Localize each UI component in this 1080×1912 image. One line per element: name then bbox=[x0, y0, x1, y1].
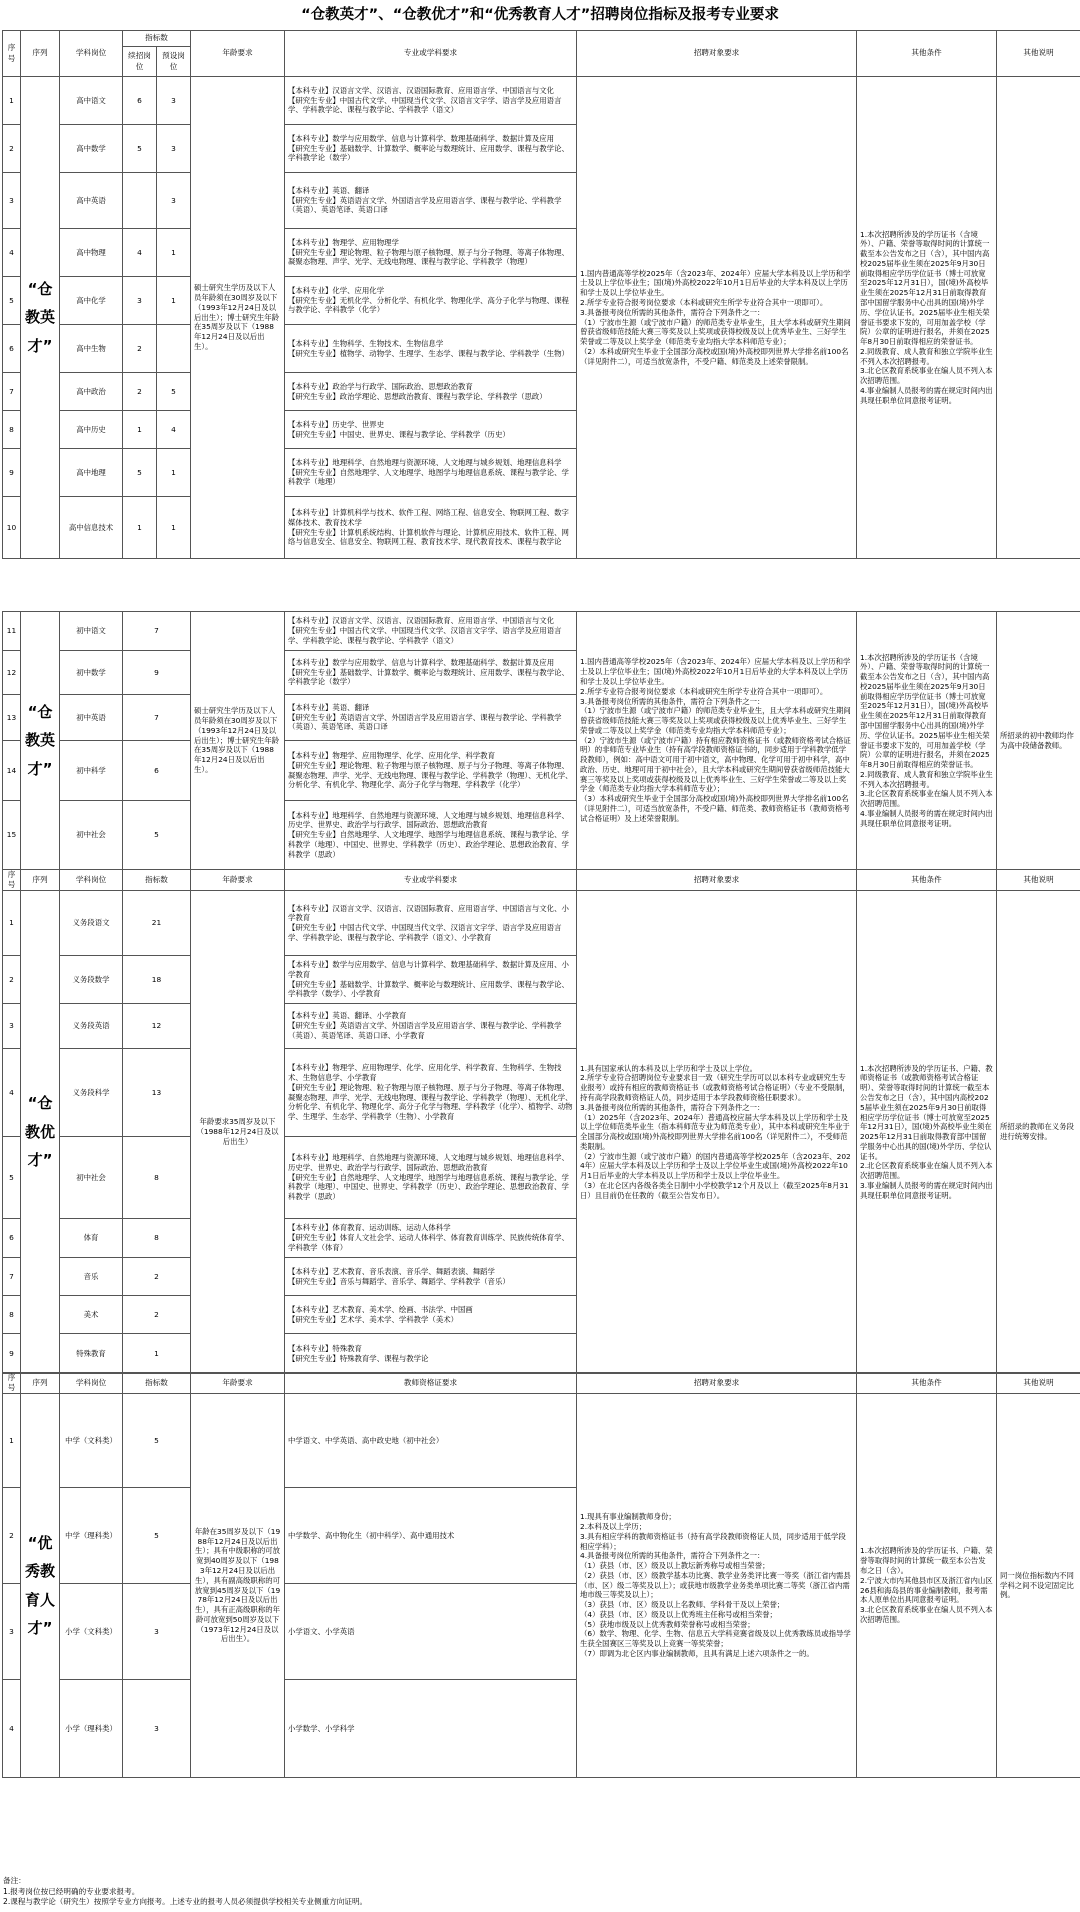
quota-continue: 1 bbox=[123, 411, 157, 449]
row-no: 4 bbox=[3, 1049, 21, 1137]
major-requirement: 【本科专业】英语、翻译 【研究生专业】英语语言文学、外国语言学及应用语言学、课程与教学论、学科教学（英语）、英语笔译、英语口译 bbox=[285, 695, 577, 741]
quota-preset: 1 bbox=[157, 497, 191, 559]
quota: 2 bbox=[123, 1296, 191, 1334]
other-notes: 同一岗位指标数内不同学科之间不设定固定比例。 bbox=[997, 1394, 1080, 1778]
col-quota: 指标数 bbox=[123, 870, 191, 891]
post-name: 小学（理科类） bbox=[60, 1680, 123, 1778]
header-row bbox=[3, 870, 1080, 891]
col-note: 其他说明 bbox=[997, 1373, 1080, 1394]
post-name: 特殊教育 bbox=[60, 1334, 123, 1374]
post-name: 义务段英语 bbox=[60, 1004, 123, 1049]
major-requirement: 【本科专业】物理学、应用物理学、化学、应用化学、科学教育 【研究生专业】理论物理、粒子物理与原子核物理、原子与分子物理、等离子体物理、凝聚态物理、声学、光学、无线电物理、课程与教学论、学科教学（物理）、无机化学、分析化学、有机化学、物理化学、高分子化学与物理、学科教学（化学） bbox=[285, 741, 577, 801]
post-name: 高中物理 bbox=[60, 229, 123, 277]
row-no: 7 bbox=[3, 373, 21, 411]
header-row bbox=[3, 1373, 1080, 1394]
quota-continue: 3 bbox=[123, 277, 157, 325]
age-requirement: 硕士研究生学历及以下人员年龄须在30周岁及以下（1993年12月24日及以后出生）；博士研究生年龄在35周岁及以下（1988年12月24日及以后出生）。 bbox=[191, 77, 285, 559]
col-note: 其他说明 bbox=[997, 870, 1080, 891]
note-line-2: 2.课程与教学论（研究生）按照学专业方向报考。上述专业的报考人员必须提供学校相关专业侧重方向证明。 bbox=[3, 1897, 368, 1907]
quota-preset: 1 bbox=[157, 277, 191, 325]
col-quota: 指标数 bbox=[123, 31, 191, 47]
col-series: 序列 bbox=[21, 1373, 60, 1394]
row-no: 14 bbox=[3, 741, 21, 801]
col-note: 其他说明 bbox=[997, 31, 1080, 77]
quota-preset: 1 bbox=[157, 229, 191, 277]
row-no: 8 bbox=[3, 1296, 21, 1334]
post-name: 义务段数学 bbox=[60, 956, 123, 1004]
row-no: 5 bbox=[3, 277, 21, 325]
post-name: 义务段科学 bbox=[60, 1049, 123, 1137]
post-name: 美术 bbox=[60, 1296, 123, 1334]
quota: 21 bbox=[123, 891, 191, 956]
quota: 18 bbox=[123, 956, 191, 1004]
post-name: 义务段语文 bbox=[60, 891, 123, 956]
age-requirement: 硕士研究生学历及以下人员年龄须在30周岁及以下（1993年12月24日及以后出生）；博士研究生年龄在35周岁及以下（1988年12月24日及以后出生）。 bbox=[191, 612, 285, 870]
major-requirement: 【本科专业】化学、应用化学 【研究生专业】无机化学、分析化学、有机化学、物理化学、高分子化学与物理、课程与教学论、学科教学（化学） bbox=[285, 277, 577, 325]
major-requirement: 【本科专业】汉语言文学、汉语言、汉语国际教育、应用语言学、中国语言与文化 【研究生专业】中国古代文学、中国现当代文学、汉语言文字学、语言学及应用语言学、学科教学论、课程与教学论、学科教学（语文） bbox=[285, 77, 577, 125]
major-requirement: 【本科专业】地理科学、自然地理与资源环境、人文地理与城乡规划、地理信息科学、历史学、世界史、政治学与行政学、国际政治、思想政治教育 【研究生专业】自然地理学、人文地理学、地图学与地理信息系统、课程与教学论、学科教学（地理）、中国史、世界史、学科教学（历史）、政治学理论、思想政治教育、学科教学（思政） bbox=[285, 801, 577, 870]
col-target: 招聘对象要求 bbox=[577, 31, 857, 77]
major-requirement: 【本科专业】英语、翻译、小学教育 【研究生专业】英语语言文学、外国语言学及应用语言学、课程与教学论、学科教学（英语）、英语笔译、英语口译、小学教育 bbox=[285, 1004, 577, 1049]
post-name: 小学（文科类） bbox=[60, 1584, 123, 1680]
post-name: 初中语文 bbox=[60, 612, 123, 651]
quota-continue: 5 bbox=[123, 125, 157, 173]
certificate-requirement: 小学语文、小学英语 bbox=[285, 1584, 577, 1680]
page-title: “仓教英才”、“仓教优才”和“优秀教育人才”招聘岗位指标及报考专业要求 bbox=[301, 7, 779, 23]
quota-continue: 2 bbox=[123, 373, 157, 411]
quota: 7 bbox=[123, 695, 191, 741]
header-row bbox=[3, 31, 1080, 47]
col-no: 序号 bbox=[3, 870, 21, 891]
major-requirement: 【本科专业】政治学与行政学、国际政治、思想政治教育 【研究生专业】政治学理论、思想政治教育、课程与教学论、学科教学（思政） bbox=[285, 373, 577, 411]
major-requirement: 【本科专业】体育教育、运动训练、运动人体科学 【研究生专业】体育人文社会学、运动人体科学、体育教育训练学、民族传统体育学、学科教学（体育） bbox=[285, 1219, 577, 1258]
target-requirement: 1.具有国家承认的本科及以上学历和学士及以上学位。 2.所学专业符合招聘岗位专业要求目一致（研究生学历可以以本科专业或研究生专业报考）或持有相应的教师资格证书（或教师资格考试合格证明）（专业不受限制，持有高学段教师资格证人员，同步适用于本学段教师资格任职要求）。 3.具备报考岗位所需的其他条件，需符合下列条件之一： （1）2025年（含2023年、2024年）普通高校应届大学本科及以上学历和学士及以上学位师范类毕业生（指本科师范专业为师范类专业），其中本科或研究生毕业于全国部分高校或国(境)外高校即列世界大学排名前100名（详见附件二），不受师范类限制。 （2）宁波市生源（或宁波市户籍）的国内普通高等学校2025年（含2023年、2024年）应届大学本科及以上学历和学士及以上学位毕业生或国(境)外高校2022年10月1日后毕业的大学本科及以上学历和学士及以上学位毕业生。 （3）在北仑区内各级各类全日制中小学校教学12个月及以上（截至2025年8月31日）且目前仍在任教的（截至公告发布日）。 bbox=[577, 891, 857, 1374]
quota: 12 bbox=[123, 1004, 191, 1049]
series-label: “仓教英才” bbox=[21, 77, 60, 559]
major-requirement: 【本科专业】汉语言文学、汉语言、汉语国际教育、应用语言学、中国语言与文化 【研究生专业】中国古代文学、中国现当代文学、汉语言文字学、语言学及应用语言学、学科教学论、课程与教学论、学科教学（语文） bbox=[285, 612, 577, 651]
age-requirement: 年龄要求35周岁及以下（1988年12月24日及以后出生） bbox=[191, 891, 285, 1374]
series-label: “优秀教育人才” bbox=[21, 1394, 60, 1778]
major-requirement: 【本科专业】生物科学、生物技术、生物信息学 【研究生专业】植物学、动物学、生理学、生态学、课程与教学论、学科教学（生物） bbox=[285, 325, 577, 373]
quota: 7 bbox=[123, 612, 191, 651]
col-age: 年龄要求 bbox=[191, 31, 285, 77]
other-conditions: 1.本次招聘所涉及的学历证书（含境外）、户籍、荣誉等取得时间的计算统一截至本公告发布之日（含），其中国内高校2025届毕业生须在2025年9月30日前取得相应学历学位证书（博士可放宽至2025年12月31日），国(境)外高校毕业生须在2025年12月31日前取得教育部中国留学服务中心出具的国(境)外学历、学位认证书。2025届毕业生相关荣誉证书要求下发的，可用加盖学校（学院）公章的证明进行报名，并须在2025年8月30日前取得相应的荣誉证书。 2.同级教育、成人教育和独立学院毕业生不列入本次招聘报考。 3.北仑区教育系统事业在编人员不列入本次招聘范围。 4.事业编制人员报考的需在规定时间内出具现任职单位同意报考证明。 bbox=[857, 612, 997, 870]
major-requirement: 【本科专业】英语、翻译 【研究生专业】英语语言文学、外国语言学及应用语言学、课程与教学论、学科教学（英语）、英语笔译、英语口译 bbox=[285, 173, 577, 229]
quota: 13 bbox=[123, 1049, 191, 1137]
post-name: 初中科学 bbox=[60, 741, 123, 801]
post-name: 高中语文 bbox=[60, 77, 123, 125]
quota: 5 bbox=[123, 801, 191, 870]
table-row bbox=[3, 1394, 1080, 1488]
quota-continue: 2 bbox=[123, 325, 157, 373]
row-no: 1 bbox=[3, 891, 21, 956]
table-cangjiao-yingcai-chuzhong bbox=[2, 611, 1080, 870]
col-other: 其他条件 bbox=[857, 1373, 997, 1394]
other-notes: 所招录的初中教师均作为高中段储备教师。 bbox=[997, 612, 1080, 870]
col-series: 序列 bbox=[21, 870, 60, 891]
post-name: 高中化学 bbox=[60, 277, 123, 325]
quota-continue: 4 bbox=[123, 229, 157, 277]
quota-continue bbox=[123, 173, 157, 229]
row-no: 15 bbox=[3, 801, 21, 870]
post-name: 初中社会 bbox=[60, 801, 123, 870]
post-name: 高中生物 bbox=[60, 325, 123, 373]
post-name: 高中政治 bbox=[60, 373, 123, 411]
target-requirement: 1.国内普通高等学校2025年（含2023年、2024年）应届大学本科及以上学历和学士及以上学位毕业生；国(境)外高校2022年10月1日后毕业的大学本科及以上学历和学士及以上学位毕业生。 2.所学专业符合报考岗位要求（本科或研究生所学专业符合其中一项即可）。 3.具备报考岗位所需的其他条件，需符合下列条件之一： （1）宁波市生源（或宁波市户籍）的师范类专业毕业生，且大学本科或研究生期间曾获省级师范技能大赛三等奖及以上奖项或获得校级及以上优秀毕业生、三好学生荣誉或二等及以上奖学金（师范类专业均指大学本科师范专业）； （2）本科或研究生毕业于全国部分高校或国(境)外高校即列世界大学排名前100名（详见附件二），可适当放宽条件，不受户籍、师范类及上述荣誉限制。 bbox=[577, 77, 857, 559]
table-row bbox=[3, 77, 1080, 125]
post-name: 高中数学 bbox=[60, 125, 123, 173]
post-name: 高中英语 bbox=[60, 173, 123, 229]
major-requirement: 【本科专业】地理科学、自然地理与资源环境、人文地理与城乡规划、地理信息科学、历史学、世界史、政治学与行政学、国际政治、思想政治教育 【研究生专业】自然地理学、人文地理学、地图学与地理信息系统、课程与教学论、学科教学（地理）、中国史、世界史、学科教学（历史）、政治学理论、思想政治教育、学科教学（思政） bbox=[285, 1137, 577, 1219]
row-no: 11 bbox=[3, 612, 21, 651]
row-no: 4 bbox=[3, 229, 21, 277]
row-no: 2 bbox=[3, 125, 21, 173]
major-requirement: 【本科专业】艺术教育、音乐表演、音乐学、舞蹈表演、舞蹈学 【研究生专业】音乐与舞蹈学、音乐学、舞蹈学、学科教学（音乐） bbox=[285, 1258, 577, 1296]
row-no: 3 bbox=[3, 173, 21, 229]
major-requirement: 【本科专业】特殊教育 【研究生专业】特殊教育学、课程与教学论 bbox=[285, 1334, 577, 1374]
col-target: 招聘对象要求 bbox=[577, 870, 857, 891]
col-quota-preset: 预设岗位 bbox=[157, 47, 191, 77]
row-no: 9 bbox=[3, 1334, 21, 1374]
row-no: 13 bbox=[3, 695, 21, 741]
quota: 2 bbox=[123, 1258, 191, 1296]
col-post: 学科岗位 bbox=[60, 1373, 123, 1394]
col-age: 年龄要求 bbox=[191, 1373, 285, 1394]
quota-preset bbox=[157, 325, 191, 373]
quota-continue: 5 bbox=[123, 449, 157, 497]
row-no: 9 bbox=[3, 449, 21, 497]
col-major: 教师资格证要求 bbox=[285, 1373, 577, 1394]
quota-preset: 1 bbox=[157, 449, 191, 497]
post-name: 高中历史 bbox=[60, 411, 123, 449]
other-notes: 所招录的教师在义务段进行统筹安排。 bbox=[997, 891, 1080, 1374]
quota: 6 bbox=[123, 741, 191, 801]
row-no: 12 bbox=[3, 651, 21, 695]
target-requirement: 1.现具有事业编制教师身份； 2.本科及以上学历； 3.具有相应学科的教师资格证书（持有高学段教师资格证人员，同步适用于低学段相应学科）； 4.具备报考岗位所需的其他条件，需符合下列条件之一： （1）获县（市、区）级及以上教坛新秀称号或相当荣誉； （2）获县（市、区）级教学基本功比赛、教学业务类评比赛一等奖（浙江省内需县（市、区）级二等奖及以上）；或获地市级教学业务类单项比赛二等奖（浙江省内需地市级三等奖及以上）； （3）获县（市、区）级及以上名教师、学科骨干及以上荣誉； （4）获县（市、区）级及以上优秀班主任称号或相当荣誉； （5）获地市级及以上优秀教师荣誉称号或相当荣誉； （6）数学、物理、化学、生物、信息五大学科竞赛省级及以上优秀教练员或指导学生获全国赛区三等奖及以上竞赛一等奖荣誉； （7）即调为北仑区内事业编制教师，且具有满足上述六项条件之一的。 bbox=[577, 1394, 857, 1778]
major-requirement: 【本科专业】地理科学、自然地理与资源环境、人文地理与城乡规划、地理信息科学 【研究生专业】自然地理学、人文地理学、地图学与地理信息系统、课程与教学论、学科教学（地理） bbox=[285, 449, 577, 497]
post-name: 中学（理科类） bbox=[60, 1488, 123, 1584]
major-requirement: 【本科专业】物理学、应用物理学、化学、应用化学、科学教育、生物科学、生物技术、生物信息学、小学教育 【研究生专业】理论物理、粒子物理与原子核物理、原子与分子物理、等离子体物理、凝聚态物理、声学、光学、无线电物理、课程与教学论、学科教学（物理）、无机化学、分析化学、有机化学、物理化学、高分子化学与物理、学科教学（化学）、植物学、动物学、生理学、生态学、学科教学（生物）、小学教育 bbox=[285, 1049, 577, 1137]
col-series: 序列 bbox=[21, 31, 60, 77]
footnotes bbox=[3, 1876, 1079, 1908]
other-conditions: 1.本次招聘所涉及的学历证书（含境外）、户籍、荣誉等取得时间的计算统一截至本公告发布之日（含），其中国内高校2025届毕业生须在2025年9月30日前取得相应学历学位证书（博士可放宽至2025年12月31日），国(境)外高校毕业生须在2025年12月31日前取得教育部中国留学服务中心出具的国(境)外学历、学位认证书。2025届毕业生相关荣誉证书要求下发的，可用加盖学校（学院）公章的证明进行报名，并须在2025年8月30日前取得相应的荣誉证书。 2.同级教育、成人教育和独立学院毕业生不列入本次招聘报考。 3.北仑区教育系统事业在编人员不列入本次招聘范围。 4.事业编制人员报考的需在规定时间内出具现任职单位同意报考证明。 bbox=[857, 77, 997, 559]
col-major: 专业或学科要求 bbox=[285, 31, 577, 77]
other-conditions: 1.本次招聘所涉及的学历证书、户籍、荣誉等取得时间的计算统一截至本公告发布之日（含）。 2.宁波大市内其他县市区及浙江省内山区26县和海岛县的事业编制教师，报考需本人原单位出具同意报考证明。 3.北仑区教育系统事业在编人员不列入本次招聘范围。 bbox=[857, 1394, 997, 1778]
certificate-requirement: 中学数学、高中物化生（初中科学）、高中通用技术 bbox=[285, 1488, 577, 1584]
row-no: 8 bbox=[3, 411, 21, 449]
table-row bbox=[3, 891, 1080, 956]
series-label: “仓教英才” bbox=[21, 612, 60, 870]
other-notes bbox=[997, 77, 1080, 559]
col-age: 年龄要求 bbox=[191, 870, 285, 891]
row-no: 2 bbox=[3, 956, 21, 1004]
quota: 3 bbox=[123, 1584, 191, 1680]
col-quota: 指标数 bbox=[123, 1373, 191, 1394]
quota: 5 bbox=[123, 1488, 191, 1584]
col-major: 专业或学科要求 bbox=[285, 870, 577, 891]
row-no: 5 bbox=[3, 1137, 21, 1219]
quota: 3 bbox=[123, 1680, 191, 1778]
row-no: 10 bbox=[3, 497, 21, 559]
table-row bbox=[3, 612, 1080, 651]
major-requirement: 【本科专业】数学与应用数学、信息与计算科学、数理基础科学、数据计算及应用、小学教育 【研究生专业】基础数学、计算数学、概率论与数理统计、应用数学、课程与教学论、学科教学（数学）、小学教育 bbox=[285, 956, 577, 1004]
quota-preset: 3 bbox=[157, 77, 191, 125]
col-other: 其他条件 bbox=[857, 31, 997, 77]
col-no: 序号 bbox=[3, 31, 21, 77]
quota-continue: 6 bbox=[123, 77, 157, 125]
post-name: 高中地理 bbox=[60, 449, 123, 497]
major-requirement: 【本科专业】历史学、世界史 【研究生专业】中国史、世界史、课程与教学论、学科教学（历史） bbox=[285, 411, 577, 449]
age-requirement: 年龄在35周岁及以下（1988年12月24日及以后出生）；具有中级职称的可放宽到40周岁及以下（1983年12月24日及以后出生），具有副高级职称的可放宽到45周岁及以下（1978年12月24日及以后出生），具有正高级职称的年龄可放宽到50周岁及以下（1973年12月24日及以后出生）。 bbox=[191, 1394, 285, 1778]
post-name: 音乐 bbox=[60, 1258, 123, 1296]
col-post: 学科岗位 bbox=[60, 870, 123, 891]
row-no: 4 bbox=[3, 1680, 21, 1778]
row-no: 1 bbox=[3, 1394, 21, 1488]
quota-preset: 4 bbox=[157, 411, 191, 449]
row-no: 7 bbox=[3, 1258, 21, 1296]
major-requirement: 【本科专业】物理学、应用物理学 【研究生专业】理论物理、粒子物理与原子核物理、原子与分子物理、等离子体物理、凝聚态物理、声学、光学、无线电物理、课程与教学论、学科教学（物理） bbox=[285, 229, 577, 277]
quota-preset: 3 bbox=[157, 173, 191, 229]
table-cangjiao-youcai bbox=[2, 869, 1080, 1374]
post-name: 初中社会 bbox=[60, 1137, 123, 1219]
certificate-requirement: 小学数学、小学科学 bbox=[285, 1680, 577, 1778]
post-name: 初中英语 bbox=[60, 695, 123, 741]
post-name: 体育 bbox=[60, 1219, 123, 1258]
major-requirement: 【本科专业】汉语言文学、汉语言、汉语国际教育、应用语言学、中国语言与文化、小学教育 【研究生专业】中国古代文学、中国现当代文学、汉语言文字学、语言学及应用语言学、学科教学论、课程与教学论、学科教学（语文）、小学教育 bbox=[285, 891, 577, 956]
col-target: 招聘对象要求 bbox=[577, 1373, 857, 1394]
quota: 1 bbox=[123, 1334, 191, 1374]
table-cangjiao-yingcai-gaozhong bbox=[2, 30, 1080, 559]
quota-preset: 3 bbox=[157, 125, 191, 173]
post-name: 初中数学 bbox=[60, 651, 123, 695]
major-requirement: 【本科专业】数学与应用数学、信息与计算科学、数理基础科学、数据计算及应用 【研究生专业】基础数学、计算数学、概率论与数理统计、应用数学、课程与教学论、学科教学论（数学） bbox=[285, 125, 577, 173]
quota-continue: 1 bbox=[123, 497, 157, 559]
table-youxiu-jiaoyu-rencai bbox=[2, 1372, 1080, 1778]
row-no: 3 bbox=[3, 1584, 21, 1680]
row-no: 1 bbox=[3, 77, 21, 125]
quota: 5 bbox=[123, 1394, 191, 1488]
other-conditions: 1.本次招聘所涉及的学历证书、户籍、教师资格证书（或教师资格考试合格证明）、荣誉等取得时间的计算统一截至本公告发布之日（含），其中国内高校2025届毕业生须在2025年9月30日前取得相应学历学位证书（博士可放宽至2025年12月31日），国(境)外高校毕业生须在2025年12月31日前取得教育部中国留学服务中心出具的国(境)外学历、学位认证书。 2.北仑区教育系统事业在编人员不列入本次招聘范围。 3.事业编制人员报考的需在规定时间内出具现任职单位同意报考证明。 bbox=[857, 891, 997, 1374]
quota: 9 bbox=[123, 651, 191, 695]
col-no: 序号 bbox=[3, 1373, 21, 1394]
row-no: 2 bbox=[3, 1488, 21, 1584]
quota: 8 bbox=[123, 1137, 191, 1219]
target-requirement: 1.国内普通高等学校2025年（含2023年、2024年）应届大学本科及以上学历和学士及以上学位毕业生；国(境)外高校2022年10月1日后毕业的大学本科及以上学历和学士及以上学位毕业生。 2.所学专业符合报考岗位要求（本科或研究生所学专业符合其中一项即可）。 3.具备报考岗位所需的其他条件，需符合下列条件之一： （1）宁波市生源（或宁波市户籍）的师范类专业毕业生，且大学本科或研究生期间曾获省级师范技能大赛三等奖及以上奖项或获得校级及以上优秀毕业生、三好学生荣誉或二等及以上奖学金（师范类专业均指大学本科师范专业）； （2）宁波市生源（或宁波市户籍）持有相应教师资格证书（或教师资格考试合格证明）的非师范专业毕业生（持有高学段教师资格证书的，同步适用于学科教学低学段教师），例如：高中语文可用于初中语文，高中物理、化学可用于初中科学，高中政治、历史、地理可用于初中社会），且大学本科或研究生期间曾获省级师范技能大赛三等奖及以上奖项或获得校级及以上优秀毕业生、三好学生荣誉或二等及以上奖学金（师范类专业均指大学本科师范专业）； （3）本科或研究生毕业于全国部分高校或国(境)外高校即列世界大学排名前100名（详见附件二），可适当放宽条件，不受户籍、师范类、教师资格证书（教师资格考试合格证明）及上述荣誉限制。 bbox=[577, 612, 857, 870]
series-label: “仓教优才” bbox=[21, 891, 60, 1374]
post-name: 高中信息技术 bbox=[60, 497, 123, 559]
row-no: 6 bbox=[3, 1219, 21, 1258]
notes-heading: 备注： bbox=[3, 1876, 26, 1885]
col-quota-continue: 续招岗位 bbox=[123, 47, 157, 77]
row-no: 6 bbox=[3, 325, 21, 373]
row-no: 3 bbox=[3, 1004, 21, 1049]
col-post: 学科岗位 bbox=[60, 31, 123, 77]
major-requirement: 【本科专业】艺术教育、美术学、绘画、书法学、中国画 【研究生专业】艺术学、美术学、学科教学（美术） bbox=[285, 1296, 577, 1334]
col-other: 其他条件 bbox=[857, 870, 997, 891]
major-requirement: 【本科专业】数学与应用数学、信息与计算科学、数理基础科学、数据计算及应用 【研究生专业】基础数学、计算数学、概率论与数理统计、应用数学、课程与教学论、学科教学论（数学） bbox=[285, 651, 577, 695]
note-line-1: 1.报考岗位按已经明确的专业要求报考。 bbox=[3, 1886, 140, 1896]
major-requirement: 【本科专业】计算机科学与技术、软件工程、网络工程、信息安全、物联网工程、数字媒体技术、教育技术学 【研究生专业】计算机系统结构、计算机软件与理论、计算机应用技术、软件工程、网络与信息安全、信息安全、物联网工程、教育技术学、现代教育技术、课程与教学论 bbox=[285, 497, 577, 559]
quota-preset: 5 bbox=[157, 373, 191, 411]
quota: 8 bbox=[123, 1219, 191, 1258]
post-name: 中学（文科类） bbox=[60, 1394, 123, 1488]
certificate-requirement: 中学语文、中学英语、高中政史地（初中社会） bbox=[285, 1394, 577, 1488]
